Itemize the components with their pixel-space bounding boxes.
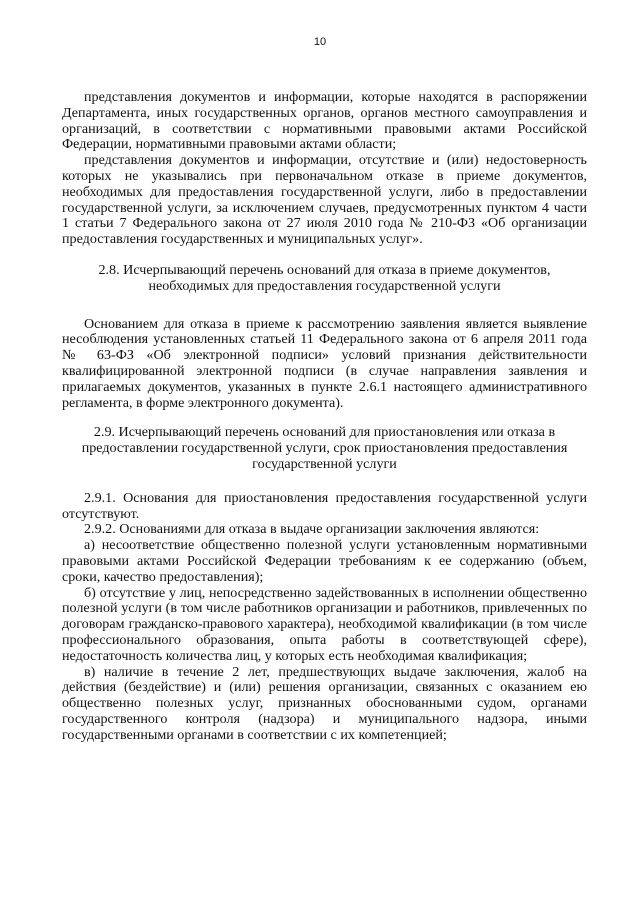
paragraph: представления документов и информации, которые находятся в распоряжении Департамента, иных государственных органов, органов местного самоуправления и организаций, в соответствии с нормативными правовыми актами Российской Федерации, нормативными правовыми актами области; [62, 89, 587, 153]
list-item: а) несоответствие общественно полезной услуги установленным нормативными правовыми актами Российской Федерации требованиям к ее содержанию (объем, сроки, качество предоставления); [62, 537, 587, 585]
page-number: 10 [313, 36, 327, 48]
paragraph: представления документов и информации, отсутствие и (или) недостоверность которых не указывались при первоначальном отказе в приеме документов, необходимых для предоставления государственной услуги, либо в предоставлении государственной услуги, за исключением случаев, предусмотренных пунктом 4 части 1 статьи 7 Федерального закона от 27 июля 2010 года № 210-ФЗ «Об организации предоставления государственных и муниципальных услуг». [62, 152, 587, 248]
paragraph: 2.9.2. Основаниями для отказа в выдаче организации заключения являются: [84, 521, 540, 538]
list-item: б) отсутствие у лиц, непосредственно задействованных в исполнении общественно полезной услуги (в том числе работников организации и работников, привлеченных по договорам гражданско-правового характера), необходимой квалификации (в том числе профессионального образования, опыта работы в соответствующей сфере), недостаточность количества лиц, у которых есть необходимая квалификация; [62, 584, 587, 664]
document-body [62, 90, 587, 743]
paragraph: Основанием для отказа в приеме к рассмотрению заявления является выявление несоблюдения установленных статьей 11 Федерального закона от 6 апреля 2011 года № 63-ФЗ «Об электронной подписи» условий признания действительности квалифицированной электронной подписи (в случае направления заявления и прилагаемых документов, указанных в пункте 2.6.1 настоящего административного регламента, в форме электронного документа). [62, 315, 587, 411]
paragraph: 2.9.1. Основания для приостановления предоставления государственной услуги отсутствуют. [62, 489, 587, 522]
list-item: в) наличие в течение 2 лет, предшествующих выдаче заключения, жалоб на действия (бездействие) и (или) решения организации, связанных с оказанием ею общественно полезных услуг, признанных обоснованными судом, органами государственного контроля (надзора) и муниципального надзора, иными государственными органами в соответствии с их компетенцией; [62, 663, 587, 743]
section-heading-2-9: 2.9. Исчерпывающий перечень оснований для приостановления или отказа в предоставлении государственной услуги, срок приостановления предоставления государственной услуги [81, 424, 568, 472]
section-heading-2-8: 2.8. Исчерпывающий перечень оснований для отказа в приеме документов, необходимых для предоставления государственной услуги [98, 261, 551, 294]
